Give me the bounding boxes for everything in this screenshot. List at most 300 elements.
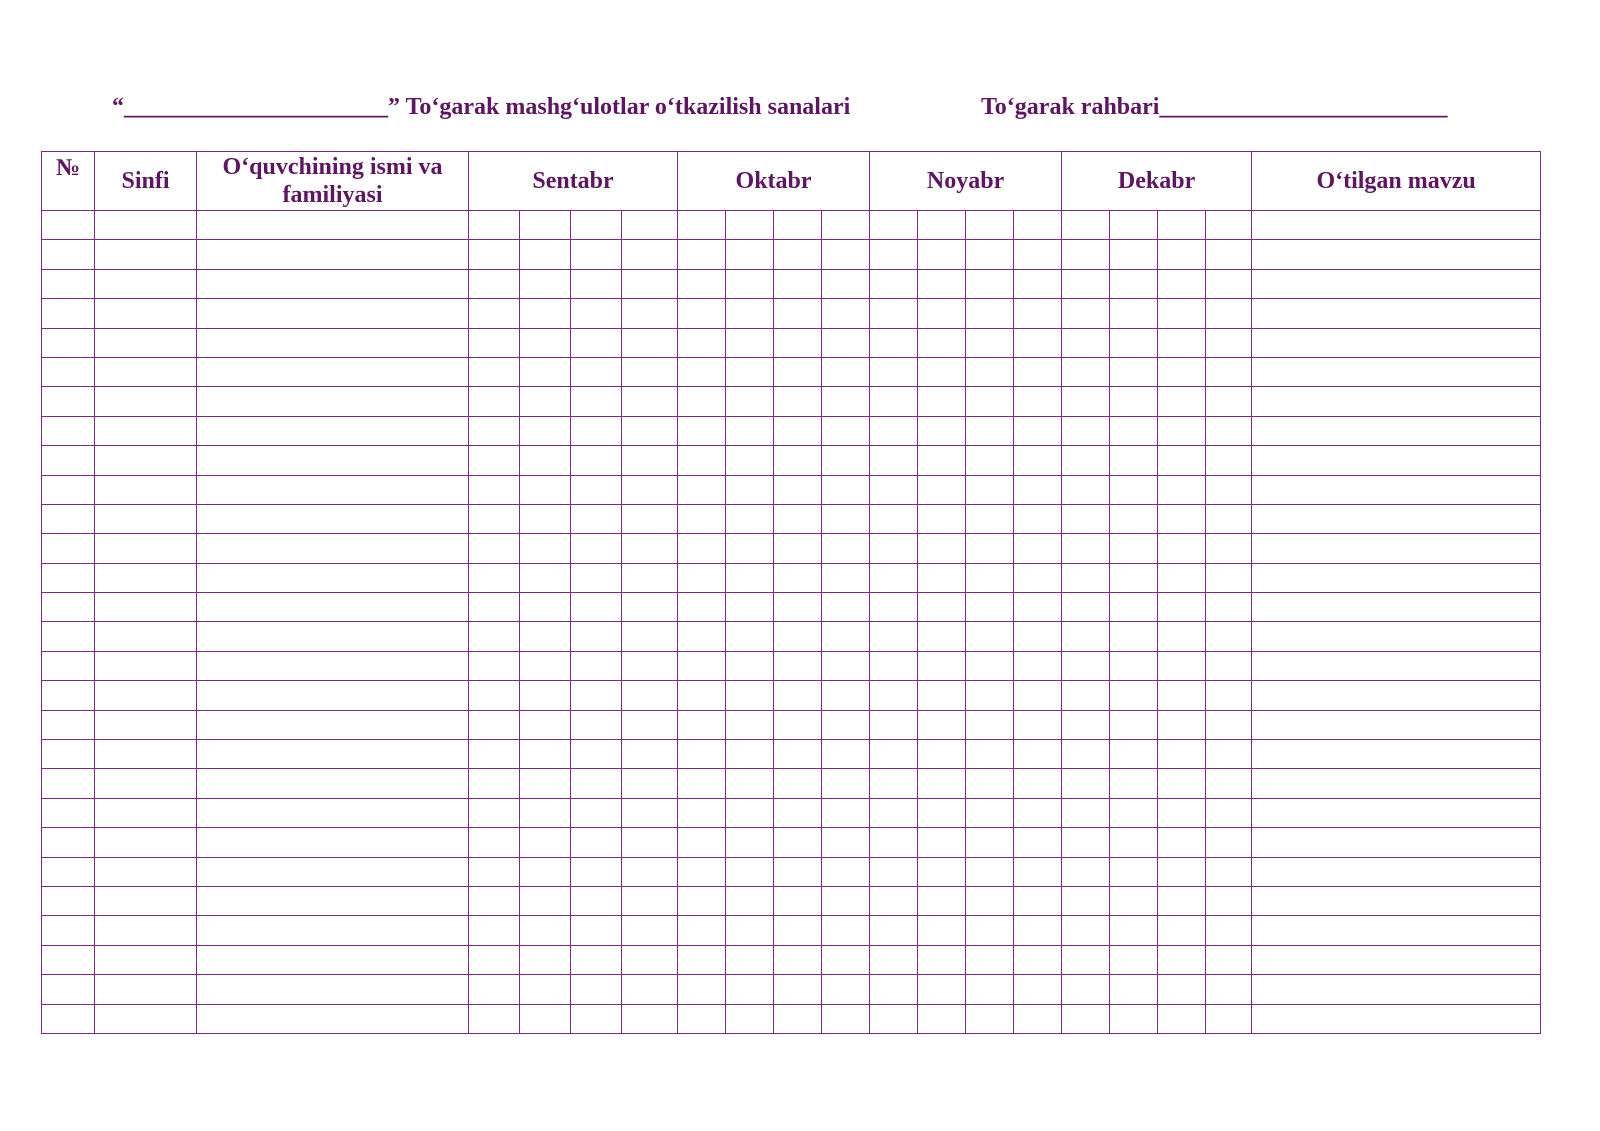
topic-cell[interactable] — [1252, 916, 1541, 945]
session-date-cell[interactable] — [678, 328, 726, 357]
class-cell[interactable] — [95, 475, 197, 504]
student-name-cell[interactable] — [197, 269, 469, 298]
session-date-cell[interactable] — [1014, 299, 1062, 328]
session-date-cell[interactable] — [822, 651, 870, 680]
session-date-cell[interactable] — [520, 504, 571, 533]
session-date-cell[interactable] — [1206, 681, 1252, 710]
session-date-cell[interactable] — [726, 916, 774, 945]
session-date-cell[interactable] — [622, 769, 678, 798]
session-date-cell[interactable] — [966, 857, 1014, 886]
session-date-cell[interactable] — [1014, 769, 1062, 798]
topic-cell[interactable] — [1252, 299, 1541, 328]
student-name-cell[interactable] — [197, 328, 469, 357]
student-name-cell[interactable] — [197, 886, 469, 915]
session-date-cell[interactable] — [774, 211, 822, 240]
session-date-cell[interactable] — [1158, 651, 1206, 680]
session-date-cell[interactable] — [966, 798, 1014, 827]
number-cell[interactable] — [42, 886, 95, 915]
session-date-cell[interactable] — [822, 416, 870, 445]
number-cell[interactable] — [42, 740, 95, 769]
student-name-cell[interactable] — [197, 416, 469, 445]
session-date-cell[interactable] — [726, 681, 774, 710]
session-date-cell[interactable] — [469, 798, 520, 827]
session-date-cell[interactable] — [918, 593, 966, 622]
session-date-cell[interactable] — [966, 710, 1014, 739]
session-date-cell[interactable] — [1158, 681, 1206, 710]
topic-cell[interactable] — [1252, 769, 1541, 798]
number-cell[interactable] — [42, 299, 95, 328]
session-date-cell[interactable] — [966, 446, 1014, 475]
session-date-cell[interactable] — [1158, 769, 1206, 798]
session-date-cell[interactable] — [678, 740, 726, 769]
session-date-cell[interactable] — [469, 211, 520, 240]
session-date-cell[interactable] — [1014, 387, 1062, 416]
number-cell[interactable] — [42, 328, 95, 357]
session-date-cell[interactable] — [622, 211, 678, 240]
class-cell[interactable] — [95, 886, 197, 915]
session-date-cell[interactable] — [966, 622, 1014, 651]
session-date-cell[interactable] — [1206, 828, 1252, 857]
session-date-cell[interactable] — [966, 740, 1014, 769]
session-date-cell[interactable] — [918, 769, 966, 798]
session-date-cell[interactable] — [678, 769, 726, 798]
session-date-cell[interactable] — [774, 622, 822, 651]
session-date-cell[interactable] — [1062, 446, 1110, 475]
session-date-cell[interactable] — [822, 504, 870, 533]
session-date-cell[interactable] — [520, 769, 571, 798]
student-name-cell[interactable] — [197, 945, 469, 974]
number-cell[interactable] — [42, 710, 95, 739]
session-date-cell[interactable] — [918, 563, 966, 592]
topic-cell[interactable] — [1252, 1004, 1541, 1033]
session-date-cell[interactable] — [870, 504, 918, 533]
session-date-cell[interactable] — [918, 328, 966, 357]
student-name-cell[interactable] — [197, 534, 469, 563]
session-date-cell[interactable] — [918, 710, 966, 739]
session-date-cell[interactable] — [1014, 446, 1062, 475]
session-date-cell[interactable] — [1206, 328, 1252, 357]
session-date-cell[interactable] — [1110, 534, 1158, 563]
session-date-cell[interactable] — [774, 446, 822, 475]
session-date-cell[interactable] — [1206, 651, 1252, 680]
session-date-cell[interactable] — [1110, 299, 1158, 328]
session-date-cell[interactable] — [870, 416, 918, 445]
session-date-cell[interactable] — [966, 269, 1014, 298]
session-date-cell[interactable] — [1014, 593, 1062, 622]
session-date-cell[interactable] — [1206, 1004, 1252, 1033]
session-date-cell[interactable] — [1158, 622, 1206, 651]
session-date-cell[interactable] — [520, 357, 571, 386]
session-date-cell[interactable] — [1110, 828, 1158, 857]
class-cell[interactable] — [95, 975, 197, 1004]
number-cell[interactable] — [42, 945, 95, 974]
number-cell[interactable] — [42, 563, 95, 592]
session-date-cell[interactable] — [1062, 563, 1110, 592]
session-date-cell[interactable] — [966, 563, 1014, 592]
session-date-cell[interactable] — [469, 357, 520, 386]
session-date-cell[interactable] — [774, 975, 822, 1004]
session-date-cell[interactable] — [726, 886, 774, 915]
session-date-cell[interactable] — [822, 828, 870, 857]
session-date-cell[interactable] — [1014, 534, 1062, 563]
session-date-cell[interactable] — [520, 240, 571, 269]
session-date-cell[interactable] — [469, 710, 520, 739]
session-date-cell[interactable] — [1158, 446, 1206, 475]
session-date-cell[interactable] — [678, 563, 726, 592]
session-date-cell[interactable] — [870, 945, 918, 974]
session-date-cell[interactable] — [571, 769, 622, 798]
session-date-cell[interactable] — [1014, 651, 1062, 680]
session-date-cell[interactable] — [571, 593, 622, 622]
session-date-cell[interactable] — [1014, 828, 1062, 857]
session-date-cell[interactable] — [1014, 857, 1062, 886]
session-date-cell[interactable] — [966, 975, 1014, 1004]
session-date-cell[interactable] — [1014, 416, 1062, 445]
session-date-cell[interactable] — [774, 240, 822, 269]
session-date-cell[interactable] — [966, 299, 1014, 328]
session-date-cell[interactable] — [1110, 475, 1158, 504]
session-date-cell[interactable] — [469, 945, 520, 974]
number-cell[interactable] — [42, 475, 95, 504]
session-date-cell[interactable] — [571, 857, 622, 886]
session-date-cell[interactable] — [870, 681, 918, 710]
session-date-cell[interactable] — [1206, 387, 1252, 416]
session-date-cell[interactable] — [1158, 504, 1206, 533]
session-date-cell[interactable] — [918, 446, 966, 475]
session-date-cell[interactable] — [520, 211, 571, 240]
session-date-cell[interactable] — [1014, 740, 1062, 769]
session-date-cell[interactable] — [520, 328, 571, 357]
session-date-cell[interactable] — [1158, 211, 1206, 240]
session-date-cell[interactable] — [622, 504, 678, 533]
session-date-cell[interactable] — [822, 857, 870, 886]
session-date-cell[interactable] — [622, 475, 678, 504]
session-date-cell[interactable] — [774, 740, 822, 769]
session-date-cell[interactable] — [622, 857, 678, 886]
session-date-cell[interactable] — [1062, 740, 1110, 769]
session-date-cell[interactable] — [870, 1004, 918, 1033]
session-date-cell[interactable] — [469, 387, 520, 416]
session-date-cell[interactable] — [1062, 886, 1110, 915]
session-date-cell[interactable] — [520, 593, 571, 622]
session-date-cell[interactable] — [1206, 857, 1252, 886]
class-cell[interactable] — [95, 945, 197, 974]
session-date-cell[interactable] — [1062, 916, 1110, 945]
session-date-cell[interactable] — [870, 563, 918, 592]
session-date-cell[interactable] — [1206, 593, 1252, 622]
session-date-cell[interactable] — [571, 416, 622, 445]
session-date-cell[interactable] — [774, 1004, 822, 1033]
session-date-cell[interactable] — [918, 828, 966, 857]
session-date-cell[interactable] — [1158, 357, 1206, 386]
topic-cell[interactable] — [1252, 211, 1541, 240]
session-date-cell[interactable] — [726, 387, 774, 416]
student-name-cell[interactable] — [197, 593, 469, 622]
session-date-cell[interactable] — [1014, 886, 1062, 915]
topic-cell[interactable] — [1252, 328, 1541, 357]
session-date-cell[interactable] — [966, 593, 1014, 622]
session-date-cell[interactable] — [571, 916, 622, 945]
session-date-cell[interactable] — [822, 622, 870, 651]
session-date-cell[interactable] — [520, 416, 571, 445]
class-cell[interactable] — [95, 387, 197, 416]
session-date-cell[interactable] — [726, 563, 774, 592]
class-cell[interactable] — [95, 240, 197, 269]
class-cell[interactable] — [95, 563, 197, 592]
session-date-cell[interactable] — [774, 651, 822, 680]
number-cell[interactable] — [42, 416, 95, 445]
topic-cell[interactable] — [1252, 357, 1541, 386]
session-date-cell[interactable] — [1158, 240, 1206, 269]
session-date-cell[interactable] — [1206, 299, 1252, 328]
session-date-cell[interactable] — [1062, 1004, 1110, 1033]
session-date-cell[interactable] — [622, 1004, 678, 1033]
session-date-cell[interactable] — [870, 328, 918, 357]
session-date-cell[interactable] — [1062, 328, 1110, 357]
student-name-cell[interactable] — [197, 563, 469, 592]
session-date-cell[interactable] — [870, 828, 918, 857]
session-date-cell[interactable] — [1110, 1004, 1158, 1033]
session-date-cell[interactable] — [822, 328, 870, 357]
number-cell[interactable] — [42, 622, 95, 651]
class-cell[interactable] — [95, 269, 197, 298]
session-date-cell[interactable] — [822, 886, 870, 915]
session-date-cell[interactable] — [966, 886, 1014, 915]
session-date-cell[interactable] — [870, 622, 918, 651]
session-date-cell[interactable] — [571, 1004, 622, 1033]
session-date-cell[interactable] — [1158, 1004, 1206, 1033]
session-date-cell[interactable] — [678, 622, 726, 651]
number-cell[interactable] — [42, 534, 95, 563]
session-date-cell[interactable] — [1062, 622, 1110, 651]
session-date-cell[interactable] — [469, 475, 520, 504]
session-date-cell[interactable] — [1158, 475, 1206, 504]
session-date-cell[interactable] — [678, 446, 726, 475]
session-date-cell[interactable] — [678, 798, 726, 827]
number-cell[interactable] — [42, 211, 95, 240]
student-name-cell[interactable] — [197, 798, 469, 827]
session-date-cell[interactable] — [520, 798, 571, 827]
number-cell[interactable] — [42, 651, 95, 680]
session-date-cell[interactable] — [774, 357, 822, 386]
class-cell[interactable] — [95, 828, 197, 857]
session-date-cell[interactable] — [571, 240, 622, 269]
number-cell[interactable] — [42, 357, 95, 386]
session-date-cell[interactable] — [726, 798, 774, 827]
session-date-cell[interactable] — [1014, 240, 1062, 269]
session-date-cell[interactable] — [918, 857, 966, 886]
session-date-cell[interactable] — [678, 857, 726, 886]
session-date-cell[interactable] — [622, 416, 678, 445]
session-date-cell[interactable] — [678, 504, 726, 533]
session-date-cell[interactable] — [1206, 357, 1252, 386]
session-date-cell[interactable] — [726, 622, 774, 651]
session-date-cell[interactable] — [678, 651, 726, 680]
session-date-cell[interactable] — [469, 446, 520, 475]
session-date-cell[interactable] — [726, 710, 774, 739]
session-date-cell[interactable] — [870, 798, 918, 827]
session-date-cell[interactable] — [1014, 475, 1062, 504]
session-date-cell[interactable] — [774, 828, 822, 857]
topic-cell[interactable] — [1252, 798, 1541, 827]
session-date-cell[interactable] — [774, 416, 822, 445]
student-name-cell[interactable] — [197, 357, 469, 386]
topic-cell[interactable] — [1252, 740, 1541, 769]
session-date-cell[interactable] — [1062, 269, 1110, 298]
number-cell[interactable] — [42, 798, 95, 827]
session-date-cell[interactable] — [622, 240, 678, 269]
session-date-cell[interactable] — [870, 240, 918, 269]
session-date-cell[interactable] — [966, 828, 1014, 857]
session-date-cell[interactable] — [822, 916, 870, 945]
session-date-cell[interactable] — [469, 886, 520, 915]
session-date-cell[interactable] — [918, 945, 966, 974]
session-date-cell[interactable] — [822, 357, 870, 386]
session-date-cell[interactable] — [571, 710, 622, 739]
topic-cell[interactable] — [1252, 240, 1541, 269]
session-date-cell[interactable] — [822, 769, 870, 798]
session-date-cell[interactable] — [918, 975, 966, 1004]
student-name-cell[interactable] — [197, 710, 469, 739]
student-name-cell[interactable] — [197, 769, 469, 798]
session-date-cell[interactable] — [1110, 622, 1158, 651]
session-date-cell[interactable] — [622, 269, 678, 298]
class-cell[interactable] — [95, 1004, 197, 1033]
session-date-cell[interactable] — [966, 534, 1014, 563]
session-date-cell[interactable] — [1110, 593, 1158, 622]
class-cell[interactable] — [95, 357, 197, 386]
session-date-cell[interactable] — [1014, 563, 1062, 592]
session-date-cell[interactable] — [1014, 681, 1062, 710]
session-date-cell[interactable] — [774, 769, 822, 798]
session-date-cell[interactable] — [1062, 681, 1110, 710]
session-date-cell[interactable] — [520, 446, 571, 475]
number-cell[interactable] — [42, 387, 95, 416]
session-date-cell[interactable] — [966, 945, 1014, 974]
session-date-cell[interactable] — [1206, 945, 1252, 974]
session-date-cell[interactable] — [1110, 240, 1158, 269]
session-date-cell[interactable] — [918, 916, 966, 945]
session-date-cell[interactable] — [870, 975, 918, 1004]
class-cell[interactable] — [95, 299, 197, 328]
session-date-cell[interactable] — [870, 446, 918, 475]
topic-cell[interactable] — [1252, 563, 1541, 592]
session-date-cell[interactable] — [726, 651, 774, 680]
session-date-cell[interactable] — [870, 710, 918, 739]
topic-cell[interactable] — [1252, 975, 1541, 1004]
session-date-cell[interactable] — [678, 975, 726, 1004]
session-date-cell[interactable] — [1062, 828, 1110, 857]
session-date-cell[interactable] — [469, 651, 520, 680]
session-date-cell[interactable] — [918, 269, 966, 298]
session-date-cell[interactable] — [1014, 269, 1062, 298]
session-date-cell[interactable] — [678, 211, 726, 240]
session-date-cell[interactable] — [966, 416, 1014, 445]
session-date-cell[interactable] — [966, 357, 1014, 386]
session-date-cell[interactable] — [726, 593, 774, 622]
session-date-cell[interactable] — [622, 357, 678, 386]
session-date-cell[interactable] — [1062, 211, 1110, 240]
session-date-cell[interactable] — [1110, 446, 1158, 475]
session-date-cell[interactable] — [1158, 387, 1206, 416]
topic-cell[interactable] — [1252, 681, 1541, 710]
session-date-cell[interactable] — [520, 945, 571, 974]
session-date-cell[interactable] — [918, 740, 966, 769]
session-date-cell[interactable] — [1110, 504, 1158, 533]
session-date-cell[interactable] — [918, 534, 966, 563]
session-date-cell[interactable] — [774, 328, 822, 357]
session-date-cell[interactable] — [469, 269, 520, 298]
session-date-cell[interactable] — [520, 622, 571, 651]
session-date-cell[interactable] — [1206, 269, 1252, 298]
session-date-cell[interactable] — [622, 446, 678, 475]
session-date-cell[interactable] — [1206, 710, 1252, 739]
session-date-cell[interactable] — [1158, 916, 1206, 945]
student-name-cell[interactable] — [197, 475, 469, 504]
session-date-cell[interactable] — [520, 563, 571, 592]
session-date-cell[interactable] — [822, 710, 870, 739]
session-date-cell[interactable] — [1062, 857, 1110, 886]
session-date-cell[interactable] — [774, 534, 822, 563]
session-date-cell[interactable] — [774, 945, 822, 974]
session-date-cell[interactable] — [822, 211, 870, 240]
session-date-cell[interactable] — [870, 211, 918, 240]
session-date-cell[interactable] — [822, 387, 870, 416]
session-date-cell[interactable] — [1158, 828, 1206, 857]
session-date-cell[interactable] — [520, 651, 571, 680]
session-date-cell[interactable] — [870, 299, 918, 328]
session-date-cell[interactable] — [520, 857, 571, 886]
session-date-cell[interactable] — [774, 857, 822, 886]
student-name-cell[interactable] — [197, 387, 469, 416]
session-date-cell[interactable] — [571, 651, 622, 680]
student-name-cell[interactable] — [197, 651, 469, 680]
session-date-cell[interactable] — [726, 1004, 774, 1033]
session-date-cell[interactable] — [1206, 534, 1252, 563]
session-date-cell[interactable] — [1158, 299, 1206, 328]
topic-cell[interactable] — [1252, 475, 1541, 504]
topic-cell[interactable] — [1252, 534, 1541, 563]
session-date-cell[interactable] — [870, 387, 918, 416]
session-date-cell[interactable] — [1062, 534, 1110, 563]
session-date-cell[interactable] — [726, 269, 774, 298]
session-date-cell[interactable] — [1206, 240, 1252, 269]
session-date-cell[interactable] — [1206, 740, 1252, 769]
session-date-cell[interactable] — [571, 299, 622, 328]
session-date-cell[interactable] — [678, 710, 726, 739]
session-date-cell[interactable] — [1110, 211, 1158, 240]
session-date-cell[interactable] — [1062, 504, 1110, 533]
session-date-cell[interactable] — [678, 269, 726, 298]
session-date-cell[interactable] — [870, 357, 918, 386]
session-date-cell[interactable] — [1014, 975, 1062, 1004]
session-date-cell[interactable] — [1158, 563, 1206, 592]
session-date-cell[interactable] — [520, 975, 571, 1004]
topic-cell[interactable] — [1252, 622, 1541, 651]
session-date-cell[interactable] — [1206, 916, 1252, 945]
session-date-cell[interactable] — [726, 828, 774, 857]
student-name-cell[interactable] — [197, 446, 469, 475]
class-cell[interactable] — [95, 328, 197, 357]
session-date-cell[interactable] — [774, 593, 822, 622]
session-date-cell[interactable] — [918, 1004, 966, 1033]
number-cell[interactable] — [42, 446, 95, 475]
session-date-cell[interactable] — [469, 740, 520, 769]
session-date-cell[interactable] — [822, 563, 870, 592]
session-date-cell[interactable] — [726, 446, 774, 475]
class-cell[interactable] — [95, 710, 197, 739]
session-date-cell[interactable] — [469, 534, 520, 563]
